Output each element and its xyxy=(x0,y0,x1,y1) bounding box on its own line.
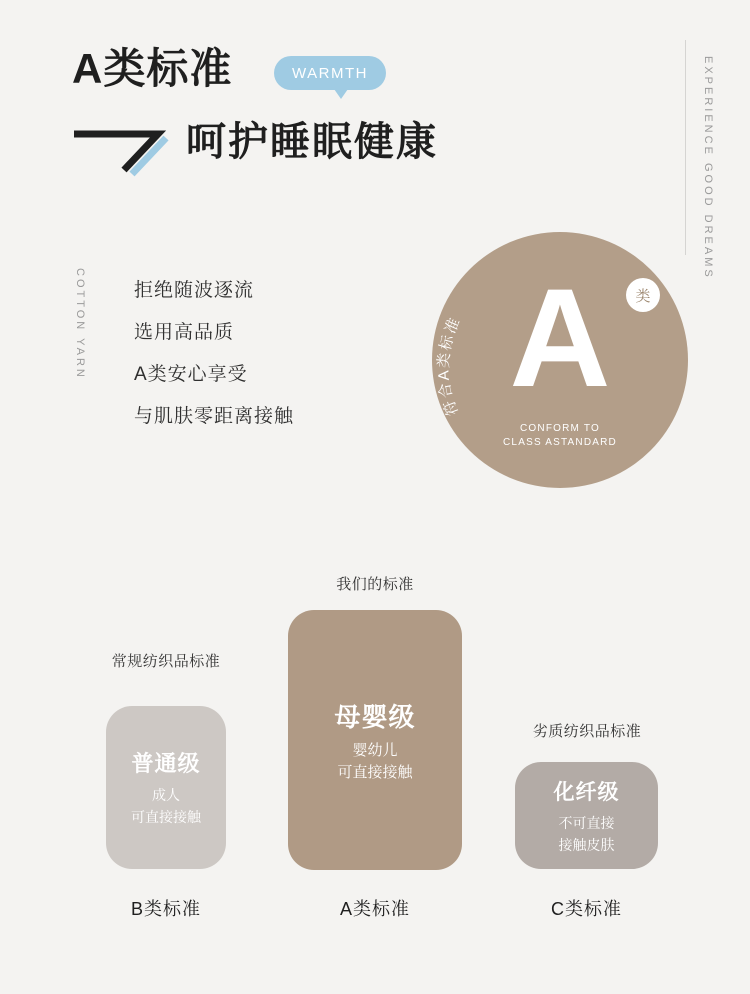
caption-regular-standard: 常规纺织品标准 xyxy=(111,653,221,670)
card-a-desc xyxy=(337,740,412,784)
card-a-desc-line2: 可直接接触 xyxy=(337,763,413,781)
card-c-desc-line1: 不可直接 xyxy=(558,814,615,831)
list-item: 与肌肤零距离接触 xyxy=(134,406,295,427)
list-item: 选用高品质 xyxy=(134,322,235,343)
arrow-icon xyxy=(72,124,176,180)
bottom-label-c: C类标准 xyxy=(551,899,622,919)
right-vertical-text: EXPERIENCE GOOD DREAMS xyxy=(702,56,714,280)
card-b-desc xyxy=(131,784,201,828)
seal-subtext-line1: CONFORM TO xyxy=(520,423,600,434)
warmth-badge-label: WARMTH xyxy=(292,64,368,82)
caption-our-standard: 我们的标准 xyxy=(336,576,414,593)
warmth-badge xyxy=(274,56,386,90)
card-c-desc-line2: 接触皮肤 xyxy=(558,836,615,853)
seal-subtext xyxy=(432,422,688,450)
list-item: 拒绝随波逐流 xyxy=(134,280,255,301)
caption-inferior-standard: 劣质纺织品标准 xyxy=(532,723,642,740)
feature-list xyxy=(134,270,294,438)
left-vertical-text: COTTON YARN xyxy=(74,268,86,380)
card-c-title: 化纤级 xyxy=(553,780,620,804)
card-a-title: 母婴级 xyxy=(334,701,416,732)
card-b-desc-line2: 可直接接触 xyxy=(131,809,201,825)
right-divider xyxy=(685,40,686,255)
card-c-desc xyxy=(559,812,615,856)
seal-arc-label: 符合A类标准 xyxy=(435,313,465,418)
seal-subtext-line2: CLASS ASTANDARD xyxy=(503,437,617,448)
bottom-label-a: A类标准 xyxy=(339,899,410,919)
card-b-title: 普通级 xyxy=(131,751,201,776)
list-item: A类安心享受 xyxy=(134,364,248,385)
seal-class-tag: 类 xyxy=(626,278,660,312)
card-a-desc-line1: 婴幼儿 xyxy=(352,741,398,759)
page-title: A类标准 xyxy=(72,45,233,92)
card-grade-a xyxy=(288,610,462,870)
bottom-label-b: B类标准 xyxy=(130,899,201,919)
seal-letter: A xyxy=(509,259,611,416)
class-a-seal xyxy=(432,232,688,488)
page-subtitle: 呵护睡眠健康 xyxy=(186,120,438,164)
card-grade-b xyxy=(106,706,226,869)
card-grade-c xyxy=(515,762,658,869)
card-b-desc-line1: 成人 xyxy=(152,787,180,803)
